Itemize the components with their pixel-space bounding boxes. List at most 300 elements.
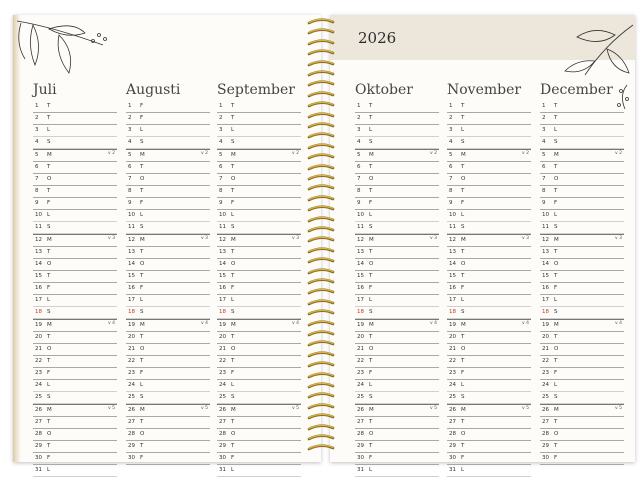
day-number: 17 xyxy=(35,297,42,303)
weekday-letter: L xyxy=(369,382,373,388)
day-number: 12 xyxy=(357,237,364,243)
day-number: 18 xyxy=(128,309,135,315)
weekday-letter: F xyxy=(140,103,144,109)
day-row xyxy=(126,198,210,210)
day-row xyxy=(217,174,301,186)
spiral-ring xyxy=(306,434,336,441)
day-row xyxy=(126,404,210,417)
day-number: 11 xyxy=(542,224,549,230)
weekday-letter: T xyxy=(369,188,373,194)
day-row xyxy=(355,404,439,417)
day-row xyxy=(33,295,117,307)
day-number: 18 xyxy=(542,309,549,315)
spiral-ring xyxy=(306,164,336,171)
day-row xyxy=(217,417,301,429)
day-number: 17 xyxy=(357,297,364,303)
day-number: 22 xyxy=(449,358,456,364)
weekday-letter: T xyxy=(47,443,51,449)
day-row xyxy=(126,344,210,356)
weekday-letter: O xyxy=(554,176,559,182)
day-row xyxy=(126,380,210,392)
day-list xyxy=(540,101,624,465)
day-row xyxy=(447,368,531,380)
weekday-letter: L xyxy=(369,467,373,473)
weekday-letter: L xyxy=(231,382,235,388)
spiral-ring xyxy=(306,257,336,264)
weekday-letter: F xyxy=(554,370,558,376)
day-number: 11 xyxy=(357,224,364,230)
month-name: November xyxy=(447,82,522,98)
day-row xyxy=(540,283,624,295)
day-row xyxy=(355,234,439,247)
day-number: 17 xyxy=(128,297,135,303)
day-row xyxy=(540,222,624,234)
day-number: 3 xyxy=(357,127,361,133)
day-number: 20 xyxy=(128,334,135,340)
weekday-letter: S xyxy=(231,394,235,400)
day-row xyxy=(33,332,117,344)
day-row xyxy=(540,319,624,332)
weekday-letter: T xyxy=(461,115,465,121)
day-number: 19 xyxy=(357,322,364,328)
day-number: 2 xyxy=(357,115,361,121)
day-number: 12 xyxy=(35,237,42,243)
day-number: 10 xyxy=(35,212,42,218)
weekday-letter: S xyxy=(369,224,373,230)
weekday-letter: T xyxy=(231,115,235,121)
day-number: 5 xyxy=(449,152,453,158)
day-number: 22 xyxy=(542,358,549,364)
week-number: v 5 xyxy=(430,406,437,411)
day-row xyxy=(126,222,210,234)
weekday-letter: T xyxy=(369,115,373,121)
day-number: 14 xyxy=(128,261,135,267)
day-number: 27 xyxy=(219,419,226,425)
month-column xyxy=(33,79,117,477)
day-number: 23 xyxy=(542,370,549,376)
day-row xyxy=(33,247,117,259)
weekday-letter: T xyxy=(47,115,51,121)
day-number: 11 xyxy=(219,224,226,230)
weekday-letter: M xyxy=(369,407,374,413)
day-row xyxy=(126,307,210,319)
weekday-letter: S xyxy=(369,394,373,400)
day-number: 10 xyxy=(449,212,456,218)
weekday-letter: T xyxy=(47,419,51,425)
spiral-ring xyxy=(306,226,336,233)
weekday-letter: M xyxy=(369,322,374,328)
day-row xyxy=(540,125,624,137)
day-number: 24 xyxy=(35,382,42,388)
day-row xyxy=(33,234,117,247)
weekday-letter: T xyxy=(369,334,373,340)
day-number: 21 xyxy=(542,346,549,352)
weekday-letter: T xyxy=(47,249,51,255)
day-row xyxy=(217,429,301,441)
day-number: 18 xyxy=(449,309,456,315)
spiral-ring xyxy=(306,80,336,87)
weekday-letter: L xyxy=(47,127,51,133)
day-row xyxy=(355,295,439,307)
weekday-letter: T xyxy=(461,249,465,255)
day-row xyxy=(126,101,210,113)
weekday-letter: M xyxy=(231,152,236,158)
day-row xyxy=(217,441,301,453)
weekday-letter: O xyxy=(231,176,236,182)
day-row xyxy=(217,307,301,319)
week-number: v 3 xyxy=(292,236,299,241)
day-number: 2 xyxy=(35,115,39,121)
day-row xyxy=(126,417,210,429)
weekday-letter: F xyxy=(140,285,144,291)
weekday-letter: L xyxy=(47,212,51,218)
day-number: 27 xyxy=(449,419,456,425)
spiral-ring xyxy=(306,91,336,98)
weekday-letter: T xyxy=(47,334,51,340)
day-number: 1 xyxy=(128,103,132,109)
day-row xyxy=(447,356,531,368)
day-row xyxy=(126,392,210,404)
spiral-ring xyxy=(306,184,336,191)
day-number: 30 xyxy=(542,455,549,461)
weekday-letter: O xyxy=(47,176,52,182)
day-row xyxy=(540,453,624,465)
day-row xyxy=(355,113,439,125)
day-row xyxy=(217,380,301,392)
day-number: 19 xyxy=(128,322,135,328)
day-row xyxy=(447,113,531,125)
day-number: 13 xyxy=(542,249,549,255)
weekday-letter: L xyxy=(140,297,144,303)
day-row xyxy=(355,417,439,429)
day-number: 4 xyxy=(128,139,132,145)
day-row xyxy=(447,210,531,222)
weekday-letter: O xyxy=(369,261,374,267)
day-row xyxy=(33,271,117,283)
day-row xyxy=(33,210,117,222)
day-number: 1 xyxy=(219,103,223,109)
weekday-letter: F xyxy=(369,200,373,206)
day-row xyxy=(447,162,531,174)
day-row xyxy=(355,392,439,404)
day-row xyxy=(447,271,531,283)
day-row xyxy=(126,368,210,380)
day-row xyxy=(355,247,439,259)
weekday-letter: L xyxy=(47,467,51,473)
day-number: 1 xyxy=(357,103,361,109)
day-number: 14 xyxy=(542,261,549,267)
spiral-ring xyxy=(306,143,336,150)
day-number: 6 xyxy=(542,164,546,170)
weekday-letter: T xyxy=(554,419,558,425)
day-number: 11 xyxy=(35,224,42,230)
day-row xyxy=(447,247,531,259)
weekday-letter: L xyxy=(231,212,235,218)
day-row xyxy=(126,283,210,295)
weekday-letter: T xyxy=(461,419,465,425)
day-row xyxy=(33,113,117,125)
spiral-ring xyxy=(306,288,336,295)
spiral-ring xyxy=(306,382,336,389)
day-number: 20 xyxy=(219,334,226,340)
day-number: 1 xyxy=(449,103,453,109)
day-number: 11 xyxy=(128,224,135,230)
weekday-letter: T xyxy=(554,273,558,279)
day-number: 6 xyxy=(128,164,132,170)
week-number: v 5 xyxy=(615,406,622,411)
weekday-letter: S xyxy=(554,394,558,400)
day-row xyxy=(217,125,301,137)
day-row xyxy=(126,295,210,307)
week-number: v 4 xyxy=(108,321,115,326)
day-row xyxy=(33,149,117,162)
week-number: v 2 xyxy=(430,151,437,156)
weekday-letter: T xyxy=(140,443,144,449)
spiral-ring xyxy=(306,236,336,243)
weekday-letter: T xyxy=(47,358,51,364)
day-number: 16 xyxy=(35,285,42,291)
day-row xyxy=(217,368,301,380)
day-row xyxy=(540,271,624,283)
week-number: v 4 xyxy=(522,321,529,326)
weekday-letter: L xyxy=(231,297,235,303)
day-number: 24 xyxy=(357,382,364,388)
day-number: 3 xyxy=(219,127,223,133)
day-number: 25 xyxy=(357,394,364,400)
weekday-letter: T xyxy=(369,249,373,255)
day-row xyxy=(33,174,117,186)
day-number: 24 xyxy=(542,382,549,388)
day-row xyxy=(33,319,117,332)
day-row xyxy=(540,307,624,319)
day-row xyxy=(33,283,117,295)
week-number: v 3 xyxy=(430,236,437,241)
weekday-letter: S xyxy=(369,139,373,145)
weekday-letter: M xyxy=(47,407,52,413)
day-row xyxy=(126,125,210,137)
weekday-letter: L xyxy=(231,127,235,133)
day-number: 7 xyxy=(128,176,132,182)
day-number: 21 xyxy=(357,346,364,352)
weekday-letter: M xyxy=(461,407,466,413)
day-number: 9 xyxy=(35,200,39,206)
day-number: 20 xyxy=(542,334,549,340)
weekday-letter: S xyxy=(461,224,465,230)
day-row xyxy=(33,101,117,113)
day-number: 23 xyxy=(357,370,364,376)
day-row xyxy=(355,356,439,368)
day-number: 15 xyxy=(449,273,456,279)
day-number: 30 xyxy=(449,455,456,461)
weekday-letter: M xyxy=(140,322,145,328)
day-row xyxy=(447,295,531,307)
day-row xyxy=(217,465,301,477)
day-row xyxy=(217,271,301,283)
day-row xyxy=(217,137,301,149)
weekday-letter: S xyxy=(140,139,144,145)
day-number: 31 xyxy=(449,467,456,473)
day-row xyxy=(540,429,624,441)
spiral-ring xyxy=(306,392,336,399)
day-row xyxy=(447,380,531,392)
day-number: 26 xyxy=(357,407,364,413)
day-list xyxy=(126,101,210,465)
weekday-letter: L xyxy=(461,297,465,303)
weekday-letter: L xyxy=(140,212,144,218)
day-number: 26 xyxy=(219,407,226,413)
weekday-letter: S xyxy=(231,139,235,145)
day-number: 3 xyxy=(542,127,546,133)
day-row xyxy=(355,465,439,477)
day-row xyxy=(540,149,624,162)
day-row xyxy=(540,210,624,222)
day-row xyxy=(355,344,439,356)
day-number: 15 xyxy=(357,273,364,279)
day-row xyxy=(447,186,531,198)
day-number: 27 xyxy=(542,419,549,425)
weekday-letter: T xyxy=(369,273,373,279)
day-number: 27 xyxy=(357,419,364,425)
day-row xyxy=(33,222,117,234)
day-row xyxy=(447,441,531,453)
weekday-letter: T xyxy=(140,249,144,255)
spiral-ring xyxy=(306,372,336,379)
weekday-letter: S xyxy=(554,139,558,145)
weekday-letter: L xyxy=(554,382,558,388)
spiral-ring xyxy=(306,361,336,368)
week-number: v 5 xyxy=(201,406,208,411)
day-number: 29 xyxy=(35,443,42,449)
weekday-letter: O xyxy=(554,261,559,267)
day-number: 1 xyxy=(542,103,546,109)
weekday-letter: S xyxy=(461,139,465,145)
weekday-letter: T xyxy=(554,103,558,109)
weekday-letter: M xyxy=(140,407,145,413)
spiral-ring xyxy=(306,101,336,108)
day-number: 3 xyxy=(128,127,132,133)
weekday-letter: T xyxy=(140,358,144,364)
day-number: 20 xyxy=(35,334,42,340)
day-number: 6 xyxy=(357,164,361,170)
weekday-letter: S xyxy=(140,394,144,400)
day-row xyxy=(447,259,531,271)
weekday-letter: F xyxy=(369,370,373,376)
weekday-letter: T xyxy=(554,115,558,121)
weekday-letter: T xyxy=(140,164,144,170)
month-column xyxy=(126,79,210,465)
day-number: 14 xyxy=(449,261,456,267)
day-row xyxy=(447,319,531,332)
weekday-letter: T xyxy=(369,358,373,364)
day-row xyxy=(126,441,210,453)
weekday-letter: T xyxy=(461,188,465,194)
week-number: v 2 xyxy=(201,151,208,156)
day-number: 25 xyxy=(542,394,549,400)
day-row xyxy=(540,295,624,307)
spiral-ring xyxy=(306,424,336,431)
weekday-letter: O xyxy=(231,261,236,267)
weekday-letter: F xyxy=(47,455,51,461)
day-row xyxy=(126,210,210,222)
day-number: 15 xyxy=(219,273,226,279)
day-number: 4 xyxy=(219,139,223,145)
day-number: 25 xyxy=(128,394,135,400)
weekday-letter: F xyxy=(461,370,465,376)
day-row xyxy=(126,186,210,198)
weekday-letter: T xyxy=(47,164,51,170)
day-number: 22 xyxy=(128,358,135,364)
spiral-ring xyxy=(306,60,336,67)
weekday-letter: F xyxy=(231,370,235,376)
day-row xyxy=(217,198,301,210)
spiral-ring xyxy=(306,351,336,358)
day-row xyxy=(540,441,624,453)
day-number: 21 xyxy=(128,346,135,352)
weekday-letter: S xyxy=(461,394,465,400)
day-number: 22 xyxy=(219,358,226,364)
day-row xyxy=(126,259,210,271)
day-number: 12 xyxy=(219,237,226,243)
day-row xyxy=(217,222,301,234)
day-number: 28 xyxy=(542,431,549,437)
day-row xyxy=(217,259,301,271)
day-number: 14 xyxy=(35,261,42,267)
weekday-letter: T xyxy=(369,443,373,449)
day-number: 7 xyxy=(219,176,223,182)
day-row xyxy=(217,210,301,222)
day-row xyxy=(355,149,439,162)
day-row xyxy=(447,417,531,429)
day-row xyxy=(447,234,531,247)
spiral-ring xyxy=(306,174,336,181)
weekday-letter: T xyxy=(231,419,235,425)
weekday-letter: F xyxy=(461,455,465,461)
spiral-ring xyxy=(306,403,336,410)
day-number: 2 xyxy=(219,115,223,121)
day-number: 24 xyxy=(219,382,226,388)
day-number: 21 xyxy=(35,346,42,352)
month-name: December xyxy=(540,82,613,98)
day-number: 5 xyxy=(35,152,39,158)
day-row xyxy=(540,356,624,368)
day-number: 13 xyxy=(219,249,226,255)
day-number: 12 xyxy=(128,237,135,243)
day-number: 26 xyxy=(128,407,135,413)
week-number: v 3 xyxy=(201,236,208,241)
weekday-letter: L xyxy=(554,212,558,218)
weekday-letter: S xyxy=(47,394,51,400)
day-number: 24 xyxy=(449,382,456,388)
day-row xyxy=(126,356,210,368)
day-row xyxy=(217,356,301,368)
day-row xyxy=(355,283,439,295)
weekday-letter: T xyxy=(461,103,465,109)
weekday-letter: M xyxy=(554,237,559,243)
day-row xyxy=(355,332,439,344)
leaf-branch-icon xyxy=(13,15,113,77)
day-row xyxy=(33,441,117,453)
weekday-letter: M xyxy=(231,407,236,413)
day-row xyxy=(447,198,531,210)
day-number: 29 xyxy=(219,443,226,449)
day-row xyxy=(33,259,117,271)
day-number: 9 xyxy=(542,200,546,206)
month-column xyxy=(540,79,624,465)
day-row xyxy=(447,125,531,137)
day-row xyxy=(33,198,117,210)
day-number: 5 xyxy=(128,152,132,158)
weekday-letter: F xyxy=(231,285,235,291)
